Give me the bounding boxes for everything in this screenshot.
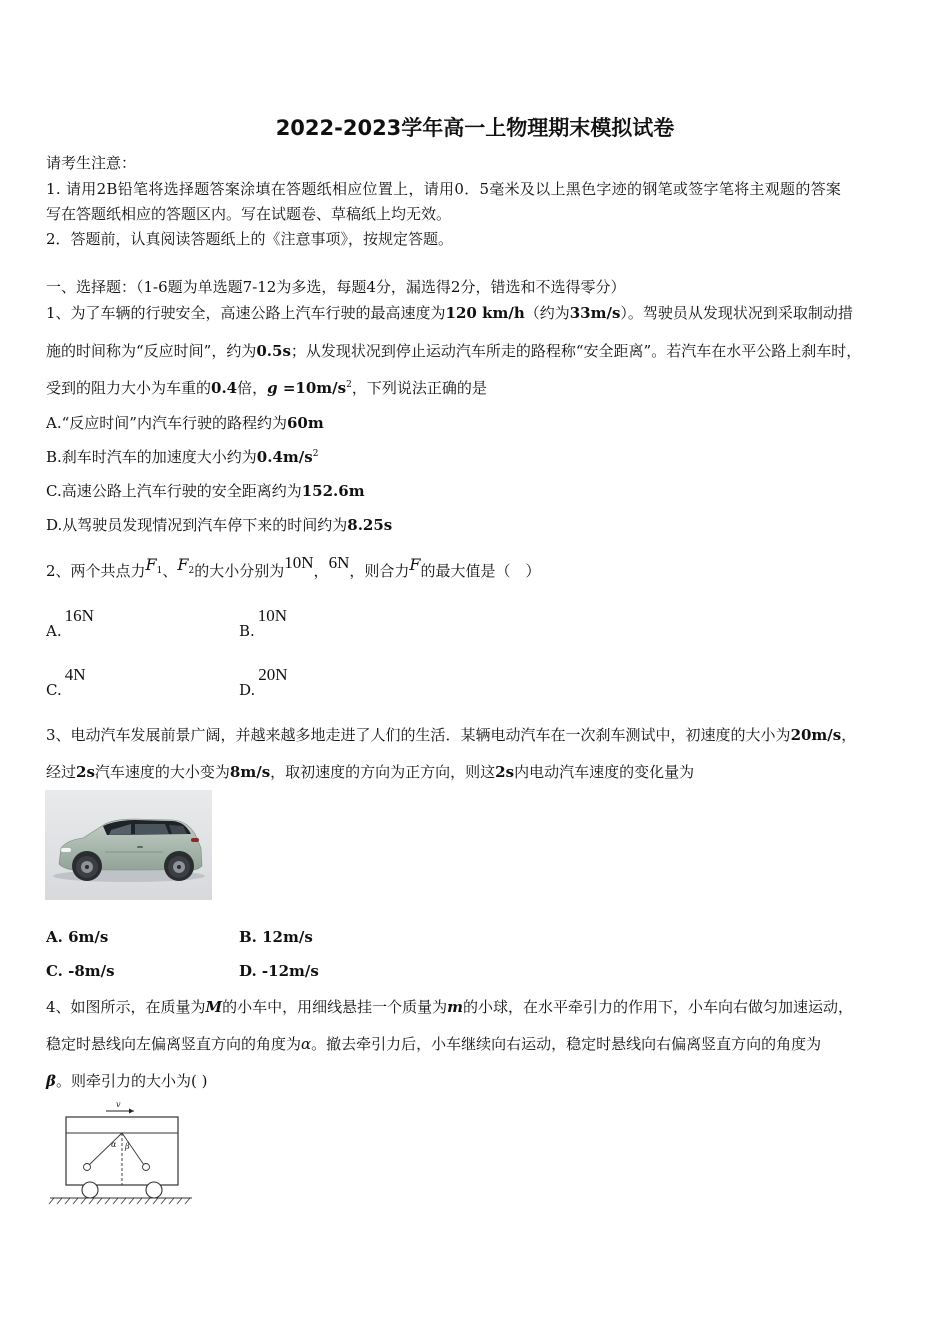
force-f2: F2 [177,555,195,576]
force-f1: F1 [145,555,163,576]
notice-heading: 请考生注意： [46,154,137,172]
notice-line-1b: 写在答题纸相应的答题区内。写在试题卷、草稿纸上均无效。 [46,205,452,223]
cart-pendulum-diagram [46,1095,196,1210]
notice-line-1a: 1. 请用2B铅笔将选择题答案涂填在答题纸相应位置上，请用0．5毫米及以上黑色字迹的钢笔或签字笔将主观题的答案 [46,180,842,198]
alpha-label: α [111,1140,117,1149]
q1-line-2: 施的时间称为“反应时间”，约为0.5s；从发现状况到停止运动汽车所走的路程称“安全距离”。若汽车在水平公路上刹车时， [46,342,862,360]
velocity-label: v [116,1100,121,1109]
electric-car-photo [45,790,212,900]
q2-stem: 2、两个共点力F1、F2的大小分别为10N，6N，则合力F的最大值是（ ） [46,553,541,580]
section-heading: 一、选择题：（1-6题为单选题7-12为多选，每题4分，漏选得2分，错选和不选得零分） [46,278,626,296]
q3-option-d: D. -12m/s [239,962,319,980]
q1-line-1: 1、为了车辆的行驶安全，高速公路上汽车行驶的最高速度为120 km/h（约为33m/s）。驾驶员从发现状况到采取制动措 [46,304,853,322]
q3-option-b: B. 12m/s [239,928,313,946]
q3-option-c: C. -8m/s [46,962,115,980]
page-title: 2022-2023学年高一上物理期末模拟试卷 [275,116,675,140]
beta-label: β [125,1142,130,1151]
q1-option-a: A.“反应时间”内汽车行驶的路程约为60m [46,414,324,432]
q4-line-2: 稳定时悬线向左偏离竖直方向的角度为α。撤去牵引力后，小车继续向右运动，稳定时悬线向右偏离竖直方向的角度为 [46,1035,822,1053]
q2-option-c: C.4N [46,665,86,699]
q4-line-1: 4、如图所示，在质量为M的小车中，用细线悬挂一个质量为m的小球，在水平牵引力的作用下，小车向右做匀加速运动， [46,998,854,1016]
q1-option-b: B.刹车时汽车的加速度大小约为$0.4m/s^2$ [46,448,319,466]
q2-option-b: B.10N [239,606,288,640]
q4-line-3: β。则牵引力的大小为( ) [46,1072,208,1090]
q3-option-a: A. 6m/s [46,928,109,946]
q3-line-2: 经过2s汽车速度的大小变为8m/s，取初速度的方向为正方向，则这2s内电动汽车速度的变化量为 [46,763,695,781]
q1-line-3: 受到的阻力大小为车重的0.4倍，$g =10m/s^2$，下列说法正确的是 [46,379,487,397]
q3-line-1: 3、电动汽车发展前景广阔，并越来越多地走进了人们的生活．某辆电动汽车在一次刹车测试中，初速度的大小为20m/s， [46,726,857,744]
notice-line-2: 2．答题前，认真阅读答题纸上的《注意事项》，按规定答题。 [46,230,454,248]
q1-option-c: C.高速公路上汽车行驶的安全距离约为152.6m [46,482,365,500]
q1-option-d: D.从驾驶员发现情况到汽车停下来的时间约为8.25s [46,516,393,534]
q2-option-a: A.16N [46,606,94,640]
q2-option-d: D.20N [239,665,288,699]
